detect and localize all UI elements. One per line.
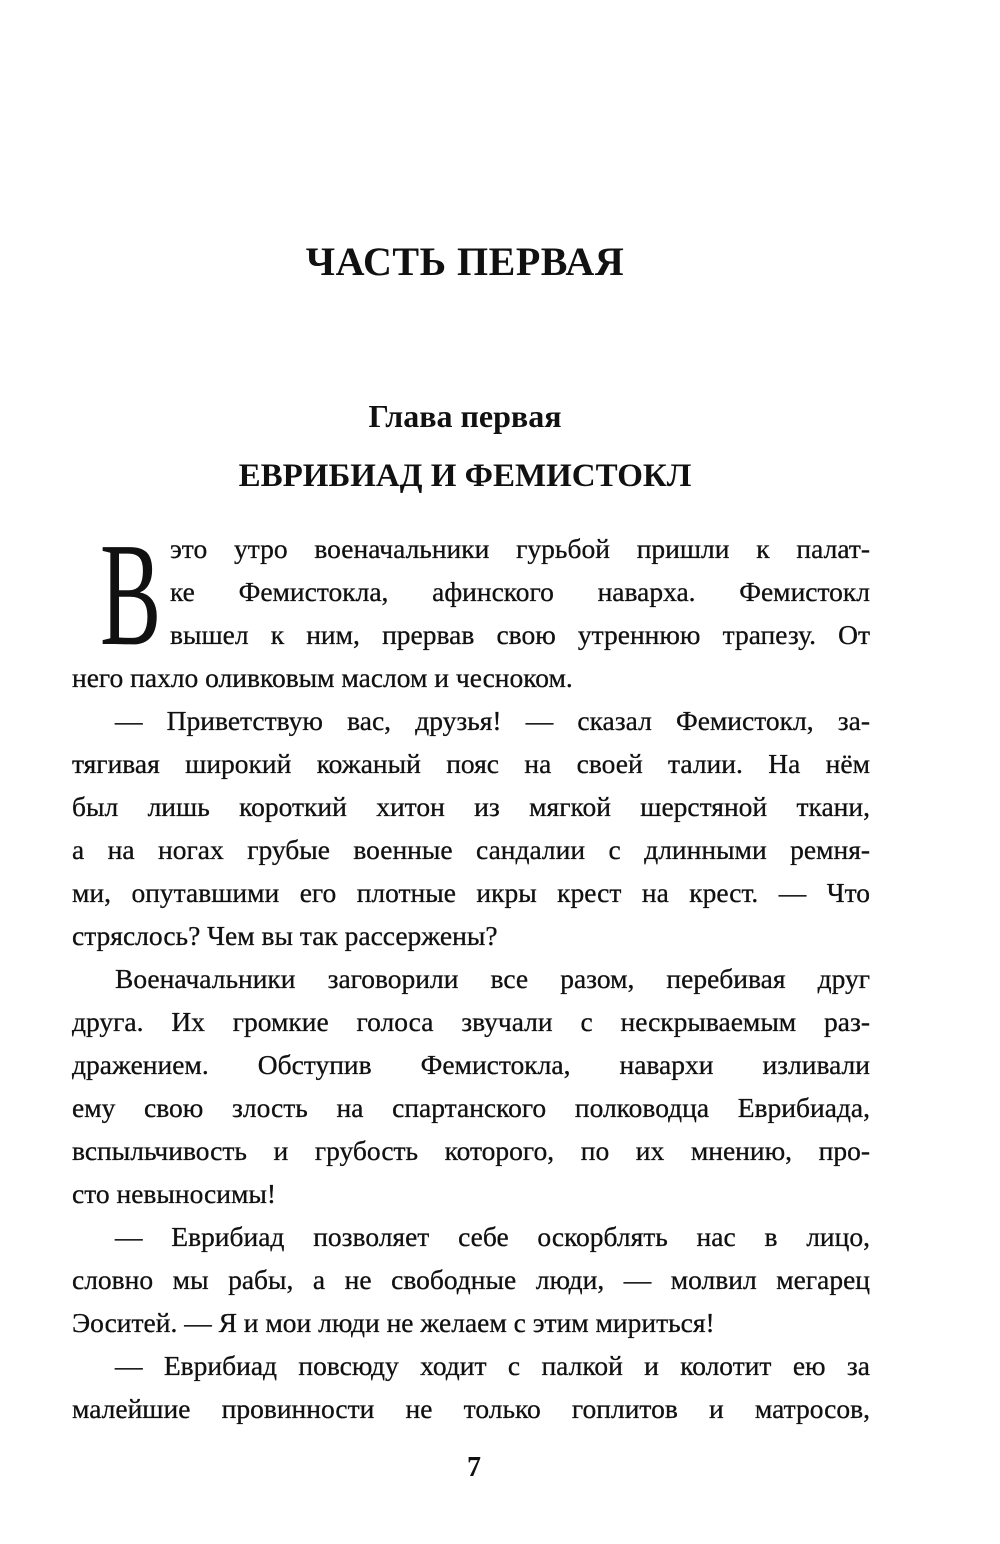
text-line: сто невыносимы! (72, 1178, 276, 1209)
text-line: — Приветствую вас, друзья! — сказал Фемистокл, за- (115, 705, 870, 736)
text-line: вышел к ним, прервав свою утреннюю трапезу. От (170, 619, 870, 650)
text-line: а на ногах грубые военные сандалии с длинными ремня- (72, 834, 870, 865)
text-line: ему свою злость на спартанского полководца Еврибиада, (72, 1092, 870, 1123)
chapter-label: Глава первая (368, 398, 562, 434)
text-line: Эоситей. — Я и мои люди не желаем с этим мириться! (72, 1307, 715, 1338)
text-line: был лишь короткий хитон из мягкой шерстяной ткани, (72, 791, 870, 822)
body-text (72, 513, 870, 1430)
text-line: вспыльчивость и грубость которого, по их мнению, про- (72, 1135, 870, 1166)
text-line: — Еврибиад позволяет себе оскорблять нас в лицо, (115, 1221, 870, 1252)
text-line: ке Фемистокла, афинского наварха. Фемистокл (170, 576, 870, 607)
text-line: дражением. Обступив Фемистокла, навархи изливали (72, 1049, 870, 1080)
chapter-title: ЕВРИБИАД И ФЕМИСТОКЛ (238, 458, 692, 494)
text-line: стряслось? Чем вы так рассержены? (72, 920, 498, 951)
text-line: тягивая широкий кожаный пояс на своей талии. На нём (72, 748, 870, 779)
drop-cap: В (100, 513, 162, 677)
part-title: ЧАСТЬ ПЕРВАЯ (305, 239, 625, 284)
text-line: ми, опутавшими его плотные икры крест на крест. — Что (72, 877, 870, 908)
text-line: малейшие провинности не только гоплитов и матросов, (72, 1393, 870, 1424)
text-line: друга. Их громкие голоса звучали с нескрываемым раз- (72, 1006, 870, 1037)
text-line: это утро военачальники гурьбой пришли к палат- (170, 533, 870, 564)
text-line: Военачальники заговорили все разом, перебивая друг (115, 963, 870, 994)
page-number: 7 (467, 1452, 481, 1483)
text-line: него пахло оливковым маслом и чесноком. (72, 662, 573, 693)
text-line: словно мы рабы, а не свободные люди, — молвил мегарец (72, 1264, 870, 1295)
text-line: — Еврибиад повсюду ходит с палкой и колотит ею за (115, 1350, 870, 1381)
